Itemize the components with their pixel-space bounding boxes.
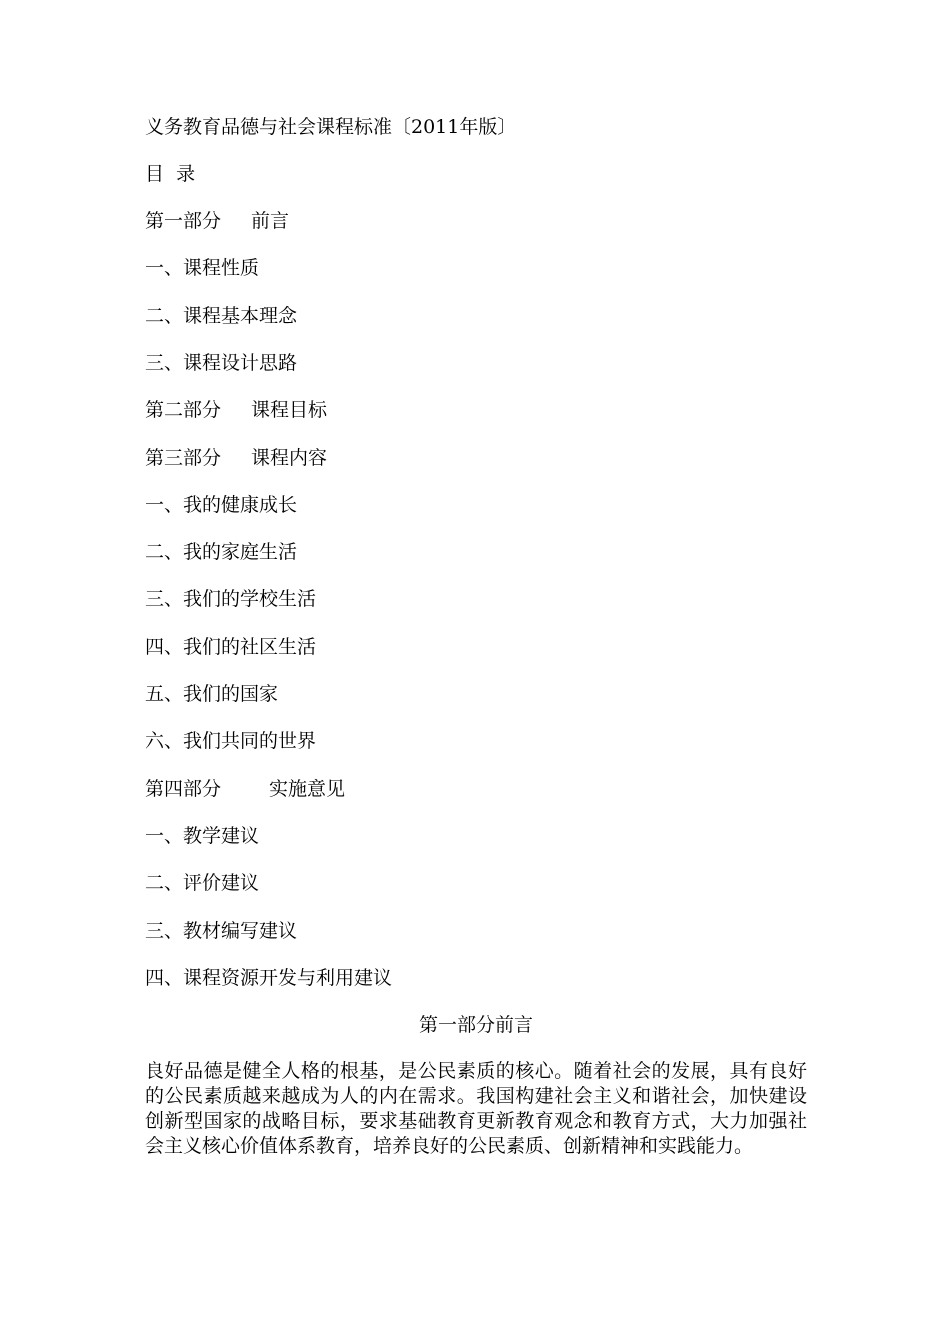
toc-item [145, 304, 297, 328]
toc-part-label: 第一部分 [145, 210, 222, 232]
toc-item [145, 493, 297, 517]
toc-item-text: 课程目标 [251, 399, 328, 421]
toc-item-text: 前言 [251, 210, 290, 232]
toc-part-label: 第二部分 [145, 399, 222, 421]
preface-paragraph: 良好品德是健全人格的根基，是公民素质的核心。随着社会的发展，具有良好的公民素质越来越成为人的内在需求。我国构建社会主义和谐社会，加快建设创新型国家的战略目标，要求基础教育更新教育观念和教育方式，大力加强社会主义核心价值体系教育，培养良好的公民素质、创新精神和实践能力。 [145, 1060, 807, 1157]
toc-item [145, 966, 392, 990]
toc-item-text: 六、我们共同的世界 [145, 730, 317, 752]
toc-item [145, 351, 297, 375]
toc-item [145, 446, 327, 470]
toc-item-text: 二、我的家庭生活 [145, 541, 298, 563]
toc-item-text: 四、课程资源开发与利用建议 [145, 967, 393, 989]
toc-item-text: 实施意见 [269, 778, 346, 800]
toc-heading: 目 录 [145, 163, 196, 185]
toc-item-text: 二、评价建议 [145, 872, 260, 894]
toc-item-text: 一、教学建议 [145, 825, 260, 847]
toc-item [145, 256, 259, 280]
toc-item [145, 824, 259, 848]
toc-item [145, 540, 297, 564]
toc-item [145, 635, 316, 659]
toc-item-text: 一、课程性质 [145, 257, 260, 279]
toc-item [145, 919, 297, 943]
toc-item-text: 二、课程基本理念 [145, 305, 298, 327]
toc-part-label: 第四部分 [145, 778, 222, 800]
document-title: 义务教育品德与社会课程标准〔2011年版〕 [145, 116, 517, 138]
toc-item [145, 209, 289, 233]
toc-item-text: 三、我们的学校生活 [145, 588, 317, 610]
toc-item-text: 四、我们的社区生活 [145, 636, 317, 658]
toc-item-text: 三、教材编写建议 [145, 920, 298, 942]
toc-item [145, 398, 327, 422]
toc-item-text: 五、我们的国家 [145, 683, 279, 705]
toc-item-text: 课程内容 [251, 447, 328, 469]
toc-part-label: 第三部分 [145, 447, 222, 469]
section-heading: 第一部分前言 [418, 1014, 533, 1036]
toc-item [145, 682, 278, 706]
toc-item-text: 三、课程设计思路 [145, 352, 298, 374]
toc-item [145, 587, 316, 611]
toc-item [145, 777, 345, 801]
toc-item [145, 871, 259, 895]
toc-item [145, 729, 316, 753]
toc-item-text: 一、我的健康成长 [145, 494, 298, 516]
